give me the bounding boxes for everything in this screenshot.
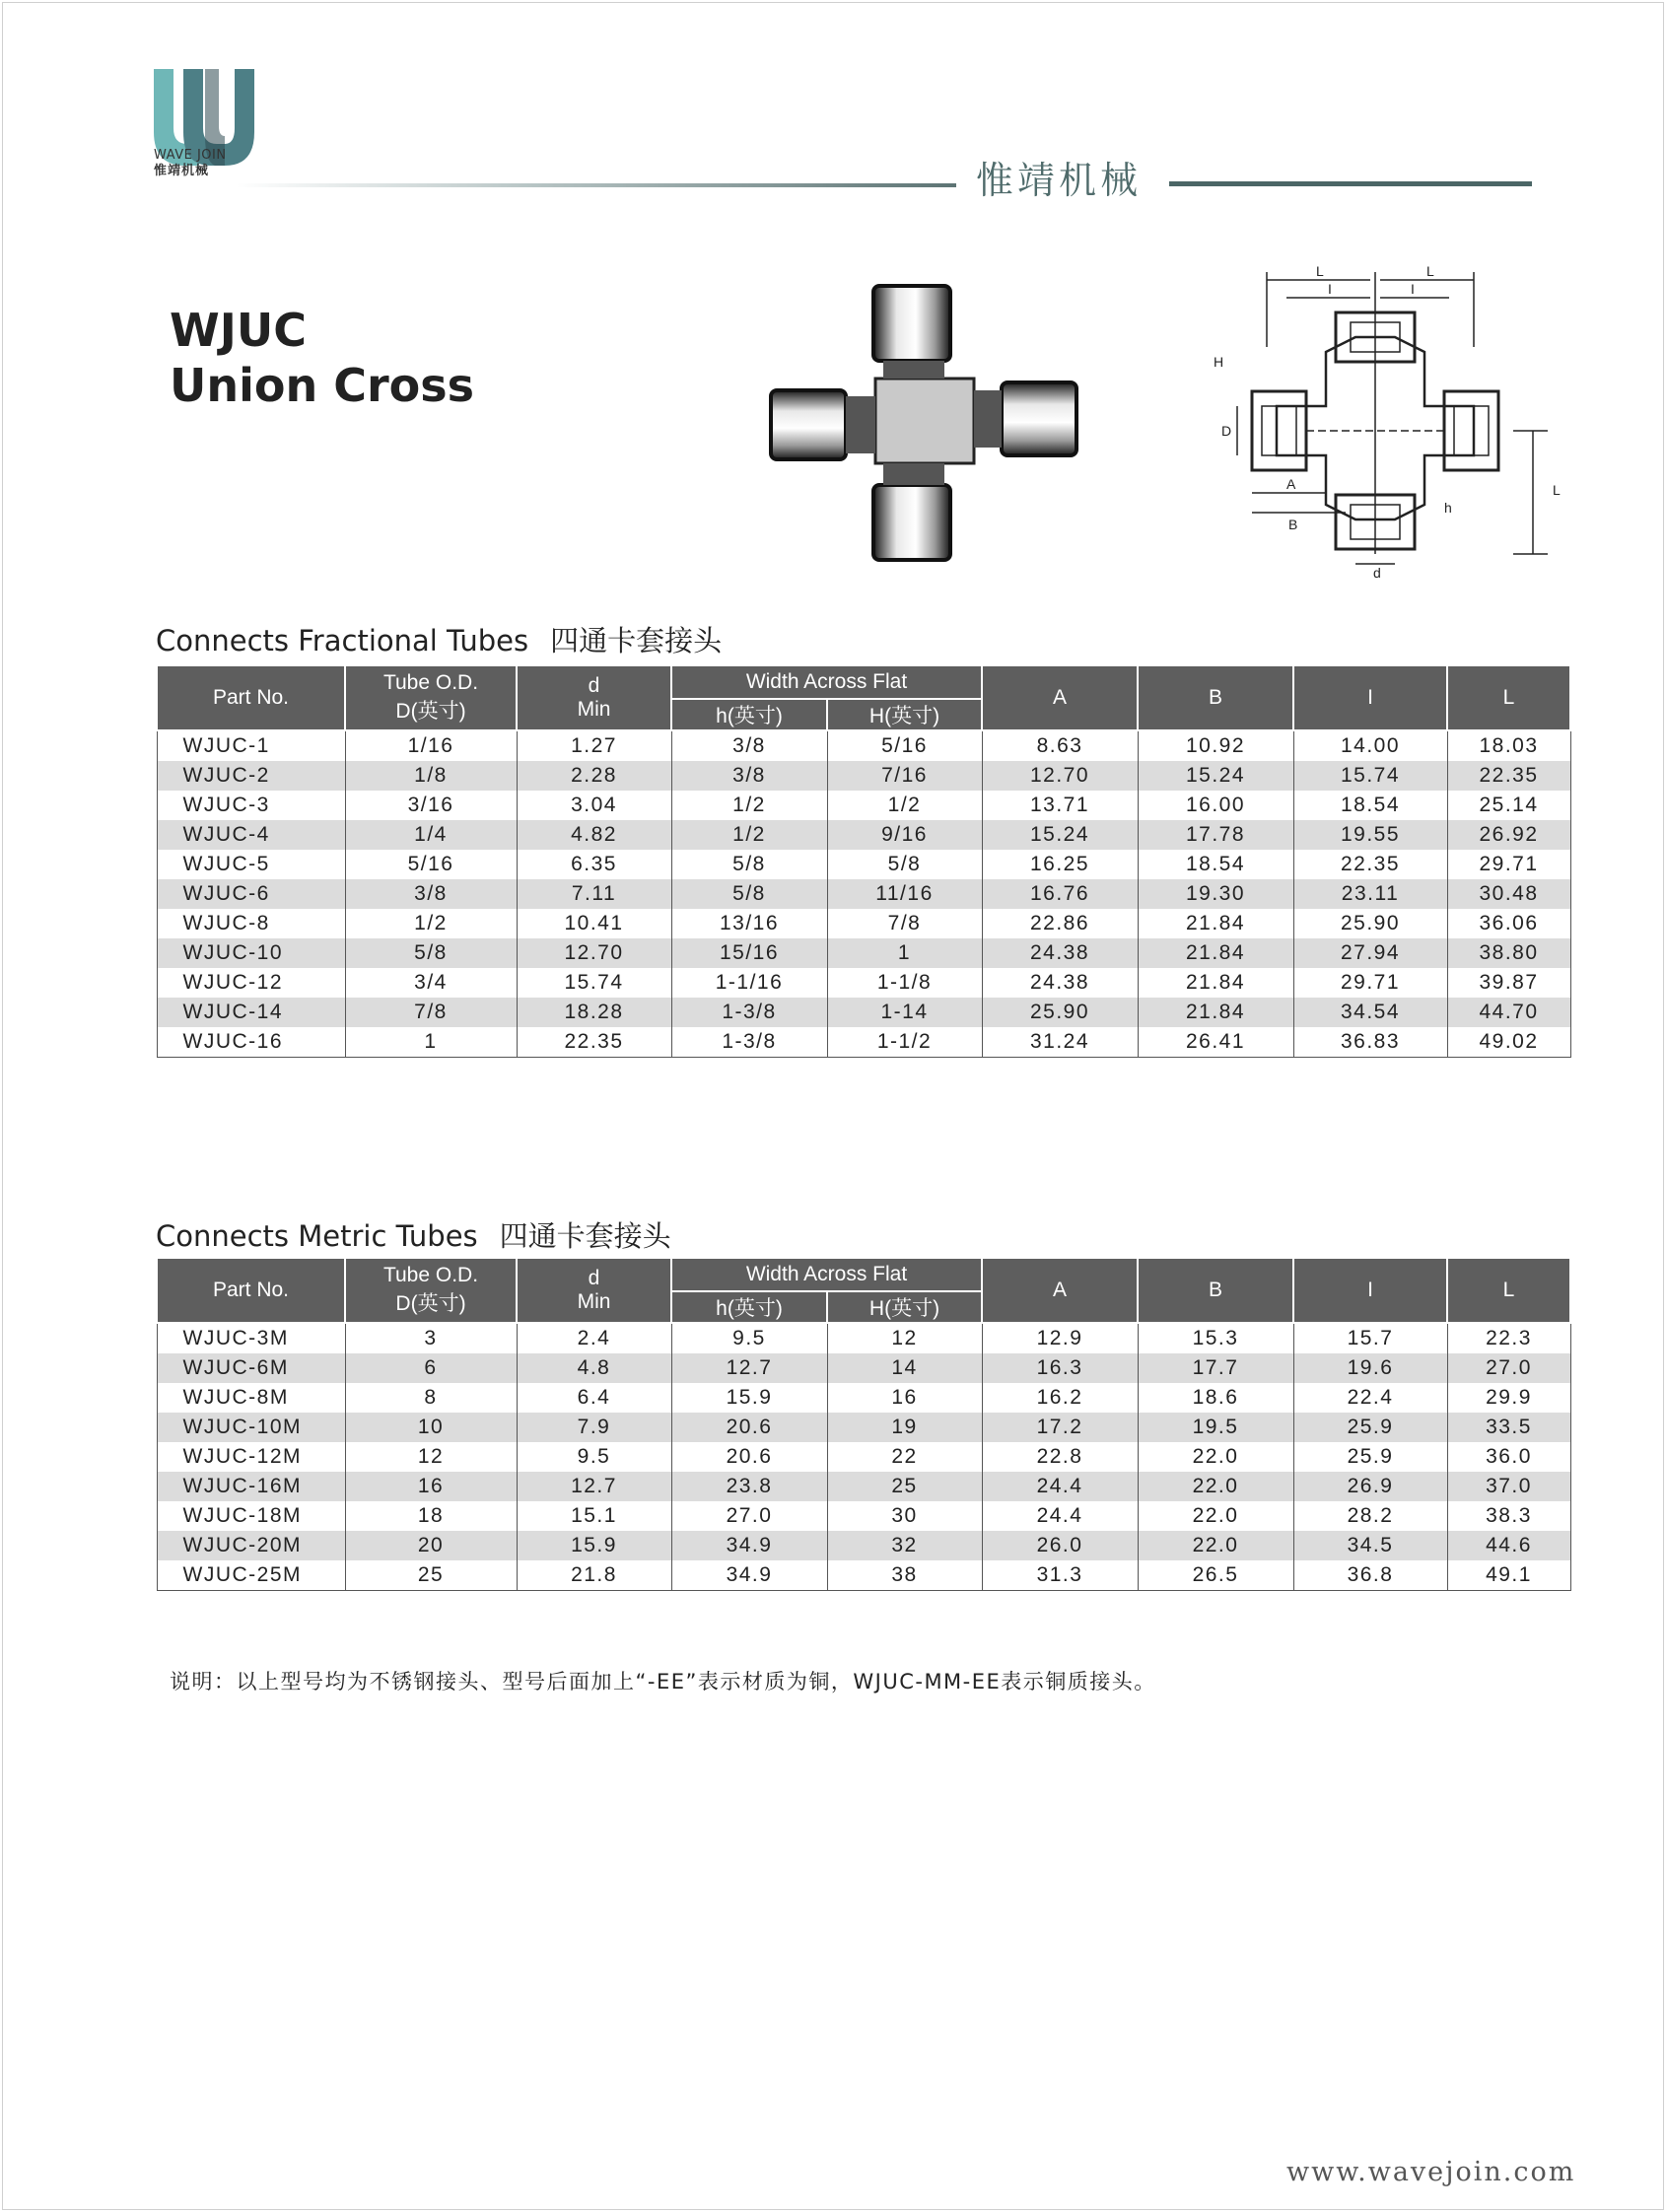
table-cell: 18.54 — [1293, 791, 1447, 820]
table-cell: 30.48 — [1447, 879, 1570, 909]
part-number-cell: WJUC-10M — [157, 1413, 345, 1442]
table-cell: 11/16 — [827, 879, 982, 909]
table-row — [157, 850, 1570, 879]
table-cell: 6.35 — [517, 850, 671, 879]
table-cell: 38.80 — [1447, 938, 1570, 968]
table-cell: 21.84 — [1138, 998, 1293, 1027]
col-tube-od — [345, 665, 517, 730]
metric-title-cn: 四通卡套接头 — [499, 1219, 671, 1253]
table-cell: 25 — [827, 1472, 982, 1501]
table-cell: 1 — [345, 1027, 517, 1058]
table-cell: 9.5 — [517, 1442, 671, 1472]
table-row — [157, 1442, 1570, 1472]
table-cell: 15.74 — [517, 968, 671, 998]
part-number-cell: WJUC-2 — [157, 761, 345, 791]
table-cell: 18 — [345, 1501, 517, 1531]
table-cell: 3/16 — [345, 791, 517, 820]
table-cell: 19.6 — [1293, 1353, 1447, 1383]
table-cell: 4.82 — [517, 820, 671, 850]
table-row — [157, 1383, 1570, 1413]
part-number-cell: WJUC-16 — [157, 1027, 345, 1058]
part-number-cell: WJUC-8 — [157, 909, 345, 938]
table-cell: 7/16 — [827, 761, 982, 791]
table-cell: 13/16 — [671, 909, 827, 938]
col-h-large: H(英寸) — [827, 699, 982, 730]
table-cell: 10.92 — [1138, 730, 1293, 761]
table-cell: 38 — [827, 1560, 982, 1591]
part-number-cell: WJUC-6M — [157, 1353, 345, 1383]
table-cell: 26.0 — [982, 1531, 1138, 1560]
table-cell: 36.06 — [1447, 909, 1570, 938]
table-cell: 1/2 — [671, 820, 827, 850]
table-cell: 1/2 — [827, 791, 982, 820]
table-cell: 25.9 — [1293, 1442, 1447, 1472]
drawing-label-b: B — [1288, 517, 1298, 532]
union-cross-photo — [767, 280, 1084, 566]
metric-title-en: Connects Metric Tubes — [156, 1219, 478, 1253]
table-cell: 18.54 — [1138, 850, 1293, 879]
table-cell: 33.5 — [1447, 1413, 1570, 1442]
part-number-cell: WJUC-4 — [157, 820, 345, 850]
table-cell: 16.2 — [982, 1383, 1138, 1413]
table-cell: 10 — [345, 1413, 517, 1442]
part-number-cell: WJUC-6 — [157, 879, 345, 909]
col-a: A — [982, 665, 1138, 730]
fractional-title-cn: 四通卡套接头 — [550, 624, 723, 657]
table-cell: 12.9 — [982, 1323, 1138, 1353]
table-cell: 23.8 — [671, 1472, 827, 1501]
table-cell: 26.41 — [1138, 1027, 1293, 1058]
col-part-no: Part No. — [157, 1258, 345, 1323]
table-cell: 12 — [345, 1442, 517, 1472]
table-cell: 5/8 — [827, 850, 982, 879]
part-number-cell: WJUC-16M — [157, 1472, 345, 1501]
table-cell: 19.55 — [1293, 820, 1447, 850]
table-row — [157, 998, 1570, 1027]
table-row — [157, 1472, 1570, 1501]
table-cell: 19 — [827, 1413, 982, 1442]
part-number-cell: WJUC-3M — [157, 1323, 345, 1353]
metric-table-body — [157, 1323, 1570, 1591]
part-number-cell: WJUC-3 — [157, 791, 345, 820]
table-cell: 22.0 — [1138, 1442, 1293, 1472]
table-cell: 5/16 — [345, 850, 517, 879]
table-cell: 7/8 — [345, 998, 517, 1027]
table-cell: 3.04 — [517, 791, 671, 820]
table-cell: 5/8 — [345, 938, 517, 968]
table-cell: 3 — [345, 1323, 517, 1353]
table-cell: 25 — [345, 1560, 517, 1591]
col-d — [517, 665, 671, 730]
col-h-large: H(英寸) — [827, 1291, 982, 1323]
part-number-cell: WJUC-14 — [157, 998, 345, 1027]
table-row — [157, 1531, 1570, 1560]
table-cell: 8 — [345, 1383, 517, 1413]
col-d-sub: Min — [577, 1290, 611, 1313]
table-cell: 1-3/8 — [671, 1027, 827, 1058]
col-tube-od — [345, 1258, 517, 1323]
table-cell: 7/8 — [827, 909, 982, 938]
table-cell: 16.25 — [982, 850, 1138, 879]
col-width-across-flat: Width Across Flat — [671, 665, 982, 699]
drawing-label-d-small: d — [1373, 565, 1381, 581]
table-cell: 15/16 — [671, 938, 827, 968]
table-cell: 29.71 — [1293, 968, 1447, 998]
table-row — [157, 968, 1570, 998]
col-l: L — [1447, 665, 1570, 730]
table-cell: 44.70 — [1447, 998, 1570, 1027]
table-cell: 22.4 — [1293, 1383, 1447, 1413]
table-cell: 25.14 — [1447, 791, 1570, 820]
col-b: B — [1138, 665, 1293, 730]
table-cell: 27.0 — [671, 1501, 827, 1531]
table-cell: 29.9 — [1447, 1383, 1570, 1413]
part-number-cell: WJUC-5 — [157, 850, 345, 879]
table-cell: 15.1 — [517, 1501, 671, 1531]
table-row — [157, 1353, 1570, 1383]
table-row — [157, 879, 1570, 909]
logo-text-cn: 惟靖机械 — [154, 164, 210, 178]
table-cell: 36.8 — [1293, 1560, 1447, 1591]
table-row — [157, 1413, 1570, 1442]
drawing-label-l-side: L — [1553, 482, 1561, 498]
part-number-cell: WJUC-25M — [157, 1560, 345, 1591]
table-cell: 29.71 — [1447, 850, 1570, 879]
logo-text-en: WAVE JOIN — [154, 148, 227, 163]
table-cell: 1.27 — [517, 730, 671, 761]
table-cell: 25.90 — [1293, 909, 1447, 938]
table-cell: 1-1/8 — [827, 968, 982, 998]
table-cell: 10.41 — [517, 909, 671, 938]
table-cell: 1-3/8 — [671, 998, 827, 1027]
table-cell: 30 — [827, 1501, 982, 1531]
header-rule-left — [237, 183, 956, 187]
table-cell: 1/2 — [345, 909, 517, 938]
table-cell: 34.54 — [1293, 998, 1447, 1027]
table-cell: 12.7 — [671, 1353, 827, 1383]
table-cell: 9.5 — [671, 1323, 827, 1353]
logo-text — [154, 148, 227, 179]
table-row — [157, 1560, 1570, 1591]
table-cell: 6 — [345, 1353, 517, 1383]
col-d-sub: Min — [577, 698, 611, 721]
table-cell: 16.3 — [982, 1353, 1138, 1383]
table-cell: 27.0 — [1447, 1353, 1570, 1383]
table-cell: 32 — [827, 1531, 982, 1560]
table-cell: 14 — [827, 1353, 982, 1383]
part-number-cell: WJUC-12M — [157, 1442, 345, 1472]
table-cell: 8.63 — [982, 730, 1138, 761]
table-cell: 17.7 — [1138, 1353, 1293, 1383]
col-d-label: d — [588, 1267, 600, 1289]
table-cell: 22 — [827, 1442, 982, 1472]
table-row — [157, 761, 1570, 791]
table-row — [157, 1323, 1570, 1353]
part-number-cell: WJUC-8M — [157, 1383, 345, 1413]
col-tube-od-label: Tube O.D. — [382, 671, 479, 694]
table-cell: 12.70 — [517, 938, 671, 968]
col-l: L — [1447, 1258, 1570, 1323]
table-cell: 24.38 — [982, 938, 1138, 968]
table-cell: 15.9 — [517, 1531, 671, 1560]
col-b: B — [1138, 1258, 1293, 1323]
table-cell: 20.6 — [671, 1413, 827, 1442]
fractional-section-title — [156, 619, 722, 659]
website-url: www.wavejoin.com — [1286, 2157, 1576, 2187]
table-cell: 15.7 — [1293, 1323, 1447, 1353]
col-h-small: h(英寸) — [671, 1291, 827, 1323]
drawing-label-l-right: L — [1426, 263, 1434, 279]
table-cell: 20.6 — [671, 1442, 827, 1472]
table-row — [157, 909, 1570, 938]
product-name: Union Cross — [170, 359, 475, 412]
table-cell: 1-1/2 — [827, 1027, 982, 1058]
table-row — [157, 1501, 1570, 1531]
table-cell: 22.86 — [982, 909, 1138, 938]
table-cell: 22.8 — [982, 1442, 1138, 1472]
fractional-table — [156, 664, 1571, 1058]
table-cell: 44.6 — [1447, 1531, 1570, 1560]
table-cell: 26.92 — [1447, 820, 1570, 850]
table-cell: 22.3 — [1447, 1323, 1570, 1353]
col-tube-od-unit: D(英寸) — [395, 700, 466, 723]
table-cell: 15.3 — [1138, 1323, 1293, 1353]
table-cell: 15.9 — [671, 1383, 827, 1413]
table-cell: 5/16 — [827, 730, 982, 761]
col-tube-od-label: Tube O.D. — [382, 1264, 479, 1286]
table-cell: 21.84 — [1138, 909, 1293, 938]
table-cell: 3/4 — [345, 968, 517, 998]
table-cell: 16 — [345, 1472, 517, 1501]
table-cell: 1 — [827, 938, 982, 968]
table-cell: 20 — [345, 1531, 517, 1560]
table-row — [157, 820, 1570, 850]
table-cell: 18.03 — [1447, 730, 1570, 761]
table-row — [157, 791, 1570, 820]
drawing-label-i-right: I — [1411, 281, 1415, 297]
drawing-label-i-left: I — [1328, 281, 1332, 297]
table-cell: 34.5 — [1293, 1531, 1447, 1560]
table-cell: 15.24 — [1138, 761, 1293, 791]
table-cell: 38.3 — [1447, 1501, 1570, 1531]
table-cell: 18.28 — [517, 998, 671, 1027]
table-cell: 34.9 — [671, 1560, 827, 1591]
table-cell: 6.4 — [517, 1383, 671, 1413]
col-d-label: d — [588, 674, 600, 697]
col-a: A — [982, 1258, 1138, 1323]
table-cell: 36.0 — [1447, 1442, 1570, 1472]
col-i: I — [1293, 1258, 1447, 1323]
table-cell: 22.35 — [517, 1027, 671, 1058]
table-cell: 21.84 — [1138, 938, 1293, 968]
drawing-label-h-large: H — [1214, 354, 1224, 370]
table-cell: 23.11 — [1293, 879, 1447, 909]
table-cell: 3/8 — [671, 761, 827, 791]
table-cell: 5/8 — [671, 879, 827, 909]
table-cell: 7.9 — [517, 1413, 671, 1442]
metric-section-title — [156, 1214, 671, 1255]
table-cell: 49.1 — [1447, 1560, 1570, 1591]
table-cell: 19.5 — [1138, 1413, 1293, 1442]
company-title: 惟靖机械 — [976, 159, 1143, 202]
drawing-label-d-large: D — [1221, 423, 1232, 439]
part-number-cell: WJUC-1 — [157, 730, 345, 761]
table-cell: 25.9 — [1293, 1413, 1447, 1442]
part-number-cell: WJUC-18M — [157, 1501, 345, 1531]
header-rule-right — [1169, 181, 1532, 186]
col-i: I — [1293, 665, 1447, 730]
table-cell: 19.30 — [1138, 879, 1293, 909]
table-row — [157, 1027, 1570, 1058]
table-cell: 7.11 — [517, 879, 671, 909]
table-cell: 16.00 — [1138, 791, 1293, 820]
table-row — [157, 938, 1570, 968]
table-cell: 17.78 — [1138, 820, 1293, 850]
part-number-cell: WJUC-10 — [157, 938, 345, 968]
table-cell: 3/8 — [345, 879, 517, 909]
drawing-label-h-small: h — [1444, 500, 1452, 516]
table-cell: 12 — [827, 1323, 982, 1353]
table-cell: 13.71 — [982, 791, 1138, 820]
table-cell: 18.6 — [1138, 1383, 1293, 1413]
table-cell: 27.94 — [1293, 938, 1447, 968]
table-cell: 22.35 — [1293, 850, 1447, 879]
table-cell: 14.00 — [1293, 730, 1447, 761]
table-cell: 4.8 — [517, 1353, 671, 1383]
table-cell: 21.84 — [1138, 968, 1293, 998]
table-cell: 22.35 — [1447, 761, 1570, 791]
table-cell: 1-14 — [827, 998, 982, 1027]
col-tube-od-unit: D(英寸) — [395, 1292, 466, 1315]
col-width-across-flat: Width Across Flat — [671, 1258, 982, 1291]
table-cell: 9/16 — [827, 820, 982, 850]
table-cell: 31.24 — [982, 1027, 1138, 1058]
table-cell: 26.9 — [1293, 1472, 1447, 1501]
table-cell: 49.02 — [1447, 1027, 1570, 1058]
table-cell: 2.28 — [517, 761, 671, 791]
table-cell: 31.3 — [982, 1560, 1138, 1591]
table-cell: 21.8 — [517, 1560, 671, 1591]
part-number-cell: WJUC-20M — [157, 1531, 345, 1560]
table-cell: 16.76 — [982, 879, 1138, 909]
fractional-title-en: Connects Fractional Tubes — [156, 624, 529, 657]
table-cell: 24.4 — [982, 1472, 1138, 1501]
col-h-small: h(英寸) — [671, 699, 827, 730]
table-cell: 22.0 — [1138, 1472, 1293, 1501]
table-cell: 22.0 — [1138, 1501, 1293, 1531]
part-number-cell: WJUC-12 — [157, 968, 345, 998]
fractional-table-body — [157, 730, 1570, 1058]
table-cell: 1/2 — [671, 791, 827, 820]
table-cell: 5/8 — [671, 850, 827, 879]
table-cell: 26.5 — [1138, 1560, 1293, 1591]
table-cell: 17.2 — [982, 1413, 1138, 1442]
table-cell: 22.0 — [1138, 1531, 1293, 1560]
table-cell: 24.4 — [982, 1501, 1138, 1531]
table-cell: 1-1/16 — [671, 968, 827, 998]
col-part-no: Part No. — [157, 665, 345, 730]
table-cell: 28.2 — [1293, 1501, 1447, 1531]
table-cell: 37.0 — [1447, 1472, 1570, 1501]
union-cross-drawing — [1208, 258, 1582, 584]
table-cell: 16 — [827, 1383, 982, 1413]
col-d — [517, 1258, 671, 1323]
table-cell: 34.9 — [671, 1531, 827, 1560]
table-cell: 24.38 — [982, 968, 1138, 998]
table-cell: 39.87 — [1447, 968, 1570, 998]
table-cell: 2.4 — [517, 1323, 671, 1353]
material-note: 说明：以上型号均为不锈钢接头、型号后面加上“-EE”表示材质为铜，WJUC-MM-EE表示铜质接头。 — [170, 1670, 1156, 1694]
table-cell: 3/8 — [671, 730, 827, 761]
metric-table — [156, 1257, 1571, 1591]
table-cell: 12.7 — [517, 1472, 671, 1501]
table-cell: 15.24 — [982, 820, 1138, 850]
table-cell: 1/16 — [345, 730, 517, 761]
product-code: WJUC — [170, 304, 307, 357]
drawing-label-l-left: L — [1316, 263, 1324, 279]
table-row — [157, 730, 1570, 761]
table-cell: 1/8 — [345, 761, 517, 791]
table-cell: 25.90 — [982, 998, 1138, 1027]
drawing-label-a: A — [1286, 476, 1296, 492]
table-cell: 36.83 — [1293, 1027, 1447, 1058]
table-cell: 15.74 — [1293, 761, 1447, 791]
table-cell: 12.70 — [982, 761, 1138, 791]
table-cell: 1/4 — [345, 820, 517, 850]
